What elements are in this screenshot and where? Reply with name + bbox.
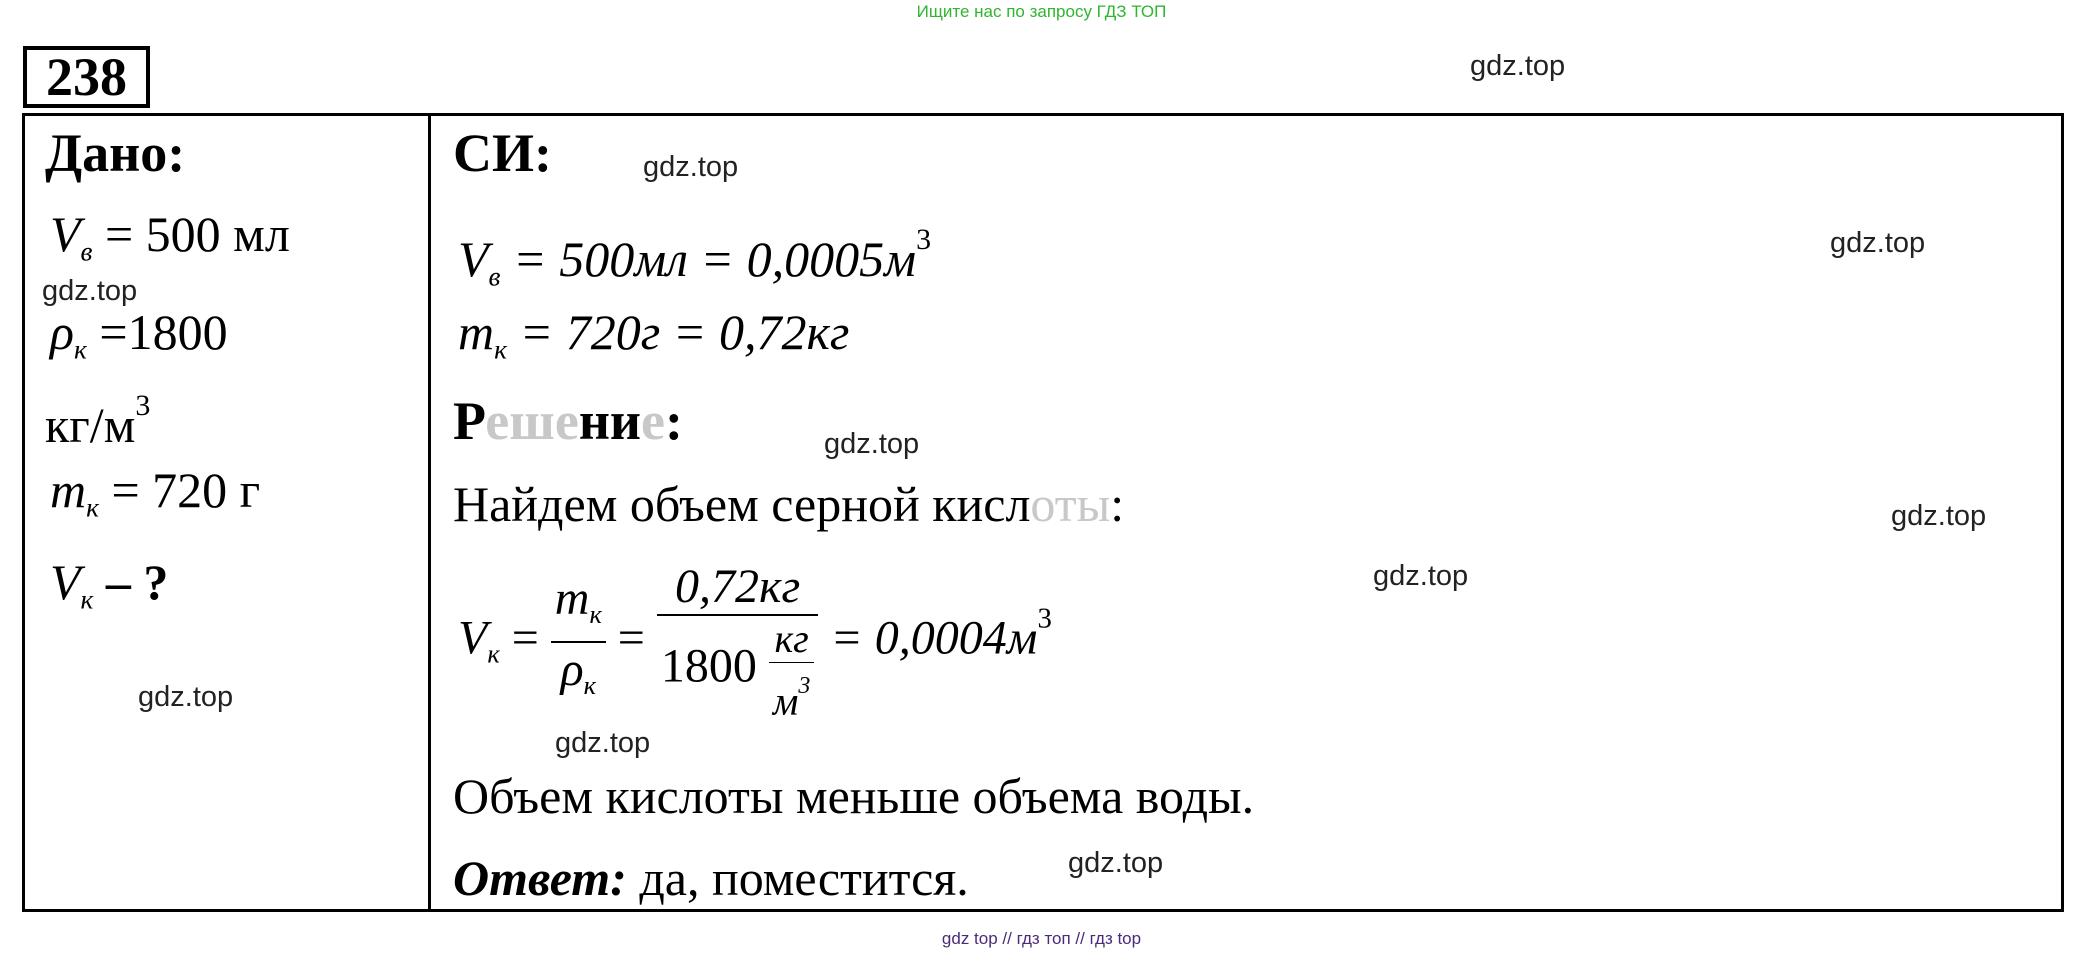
given-title: Дано: <box>45 123 186 183</box>
footer-links[interactable]: gdz top // гдз топ // гдз top <box>941 929 1142 948</box>
volume-formula: $V_к$ = $\frac{m_к}{\rho_к}$ = 0,72кг 1800 $\frac{кг}{м^3}$ = $0,0004м^3$ <box>458 560 1052 724</box>
watermark: gdz.top <box>1470 50 1566 82</box>
watermark: gdz.top <box>555 727 651 759</box>
fraction-mass-over-density: $\frac{m_к}{\rho_к}$ <box>551 572 606 712</box>
watermark: gdz.top <box>138 681 234 713</box>
problem-number: 238 <box>23 46 150 108</box>
conclusion-text: Объем кислоты меньше объема воды. <box>453 768 1255 824</box>
column-divider <box>428 113 431 912</box>
top-banner[interactable]: Ищите нас по запросу ГДЗ ТОП <box>916 2 1167 21</box>
si-mass-acid: $m_к = 720г = 0,72кг$ <box>458 304 850 365</box>
answer-line: Ответ: да, поместится. <box>453 850 969 906</box>
given-volume-water: $V_в = 500$ мл <box>50 206 290 267</box>
watermark: gdz.top <box>1891 500 1987 532</box>
solution-title: Решение: <box>453 391 683 451</box>
watermark: gdz.top <box>1373 560 1469 592</box>
watermark: gdz.top <box>42 275 138 307</box>
si-title: СИ: <box>453 123 552 183</box>
fraction-numeric: 0,72кг 1800 $\frac{кг}{м^3}$ <box>657 560 819 725</box>
watermark: gdz.top <box>1830 227 1926 259</box>
watermark: gdz.top <box>1068 847 1164 879</box>
si-volume-water: $V_в = 500мл = 0,0005м^3$ <box>458 223 932 292</box>
watermark: gdz.top <box>643 151 739 183</box>
solution-step-text: Найдем объем серной кислоты: <box>453 476 1125 532</box>
given-density-unit: $кг/м^3$ <box>45 389 151 453</box>
fraction-unit-density: $\frac{кг}{м^3}$ <box>769 616 815 725</box>
given-density-acid: $\rho_к =1800$ <box>50 304 228 365</box>
watermark: gdz.top <box>824 428 920 460</box>
given-unknown: $V_к$ – ? <box>50 554 169 615</box>
given-mass-acid: $m_к = 720$ г <box>50 462 261 523</box>
